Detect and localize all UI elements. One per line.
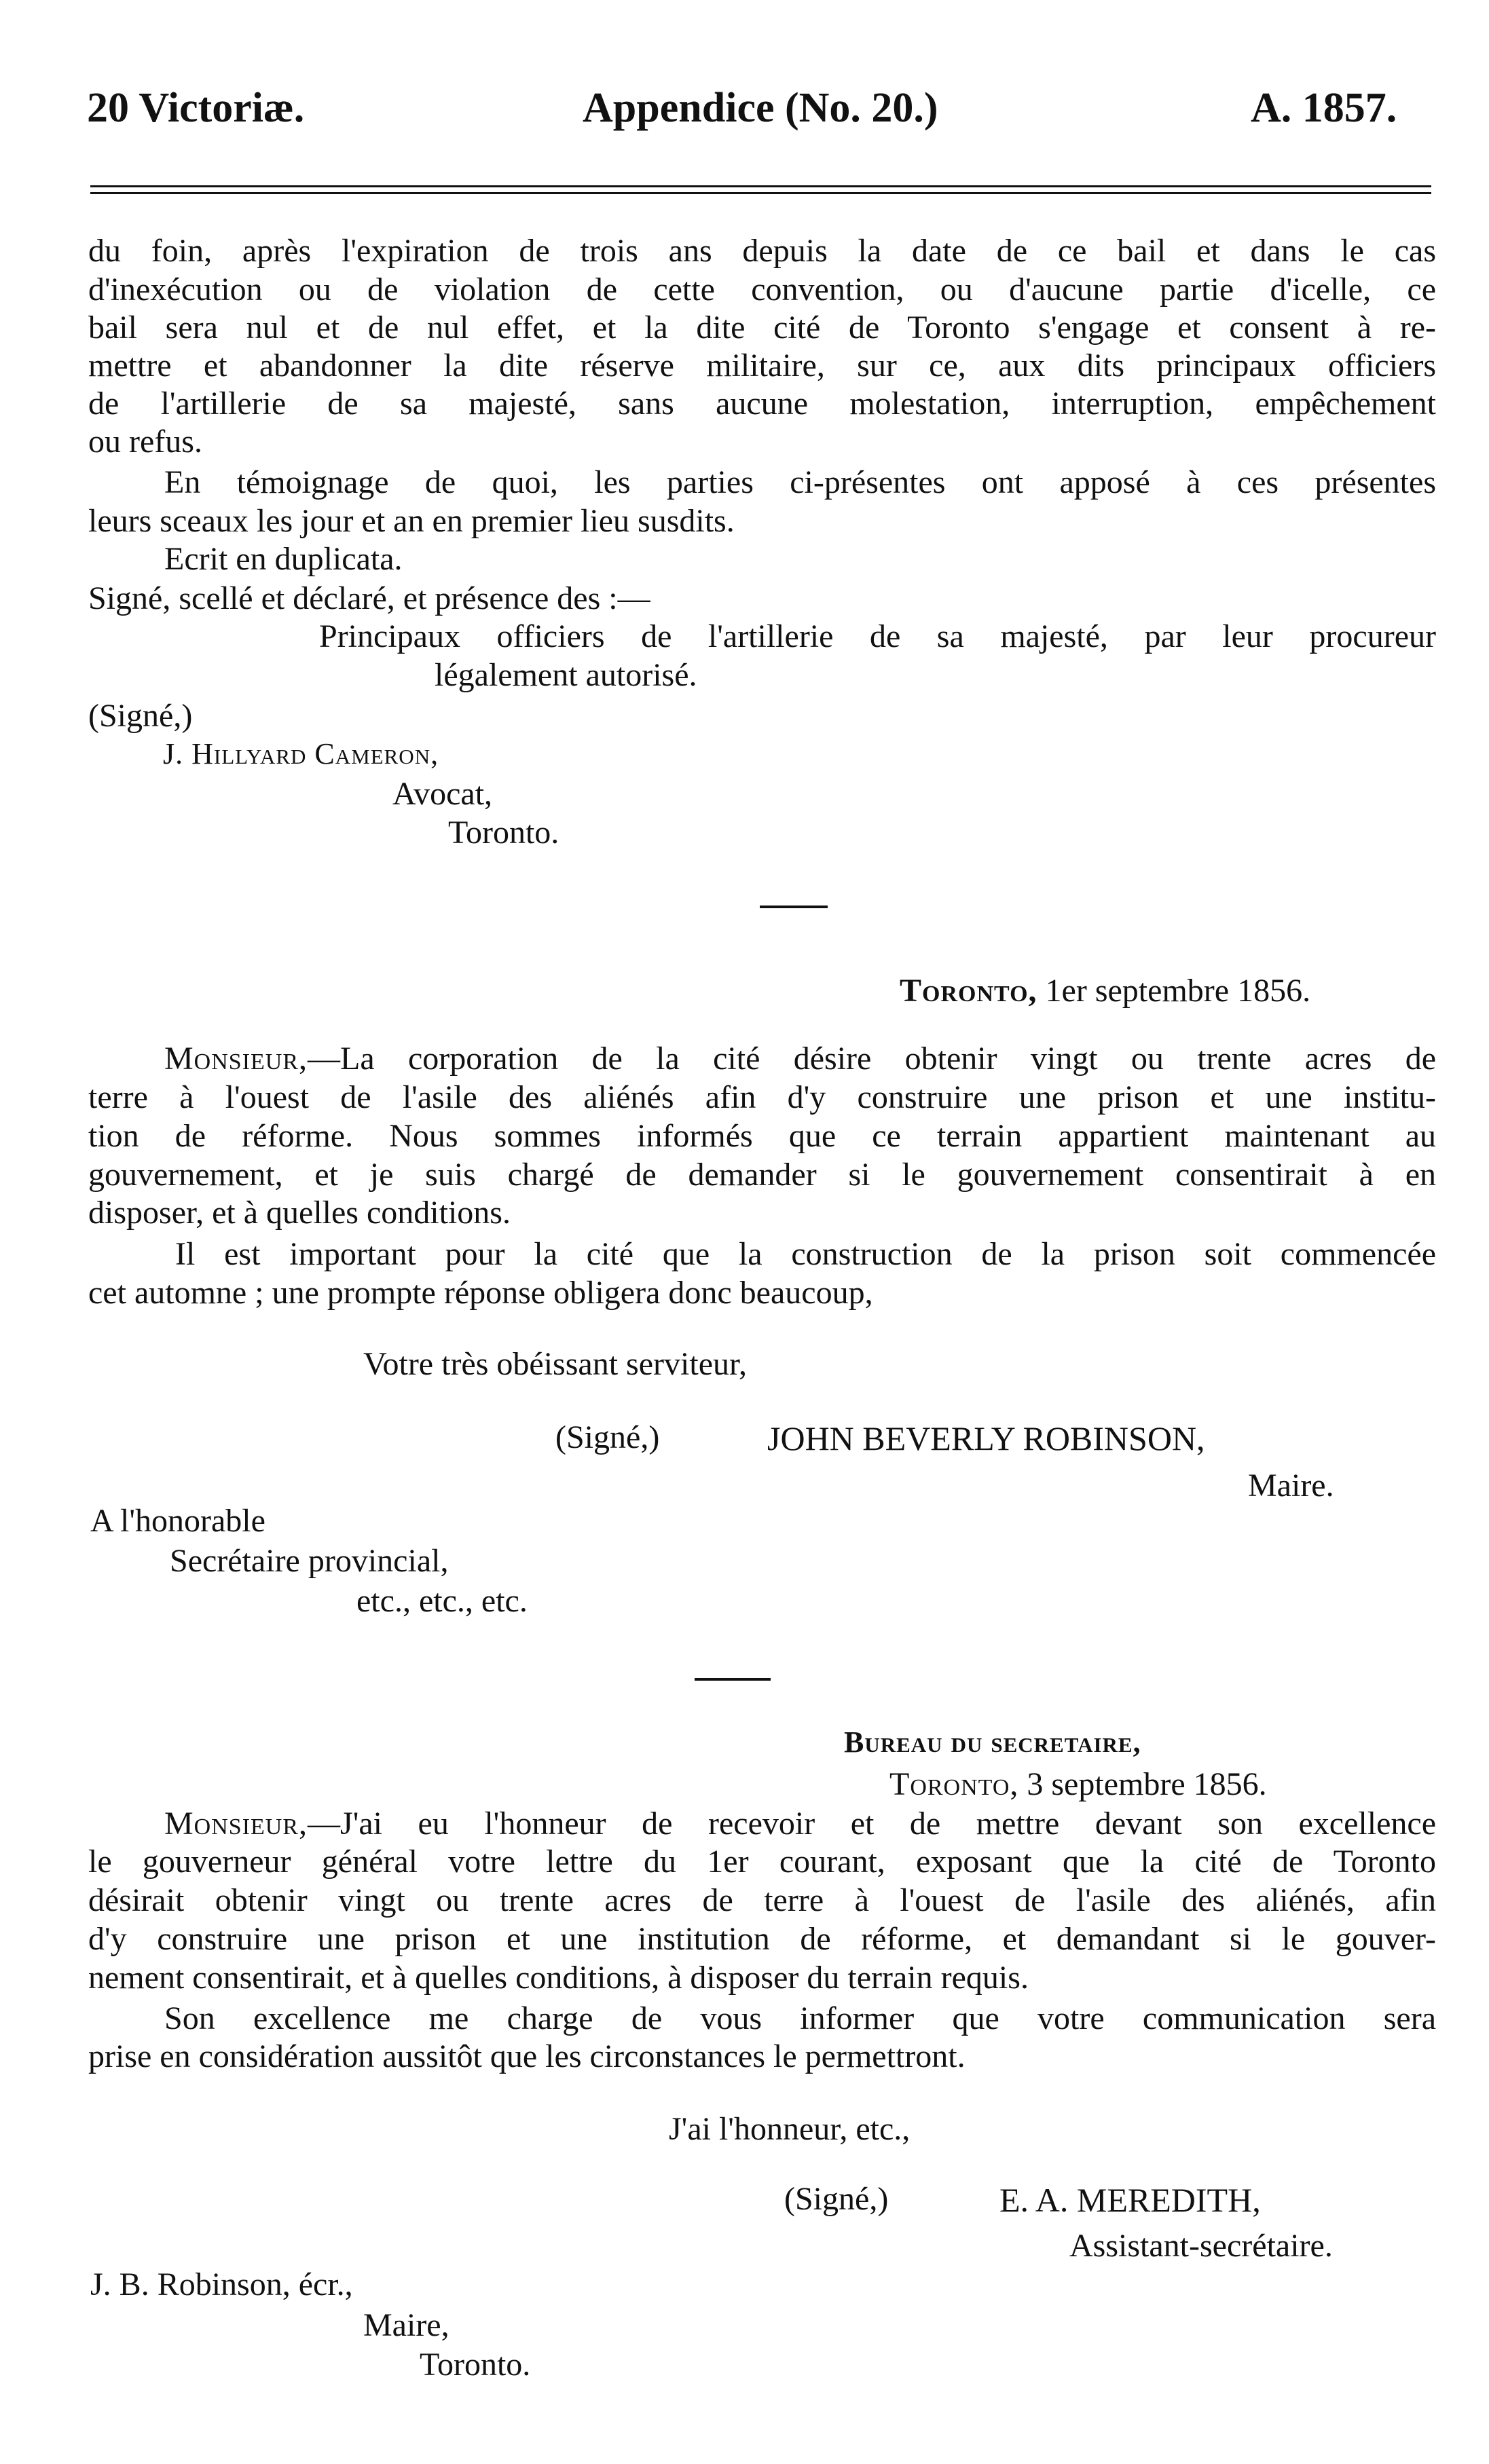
letter1-body2-line-1: Il est important pour la cité que la construction de la prison soit commencée [175,1236,1436,1272]
letter2-signer: E. A. MEREDITH, [999,2181,1261,2219]
header-rule-top [90,185,1431,187]
letter1-closing: Votre très obéissant serviteur, [363,1346,748,1382]
letter1-body1-line-5: disposer, et à quelles conditions. [88,1195,511,1231]
letter1-body1-line-1 [164,1043,1436,1075]
lease-signed-label: (Signé,) [88,698,193,734]
letter2-signed-label: (Signé,) [784,2181,889,2217]
letter1-salutation: Monsieur, [164,1041,308,1077]
officers-line-2: légalement autorisé. [435,657,697,693]
lease-line-3: bail sera nul et de nul effet, et la dite cité de Toronto s'engage et consent à re- [88,310,1436,346]
letter2-body1-line-1 [164,1808,1436,1840]
letter1-body1-line-2: terre à l'ouest de l'asile des aliénés afin d'y construire une prison et une institu- [88,1079,1436,1115]
lease-line-5: de l'artillerie de sa majesté, sans aucune molestation, interruption, empêchement [88,386,1436,422]
letter2-body1-line-5: nement consentirait, et à quelles conditions, à disposer du terrain requis. [88,1960,1029,1996]
header-appendix: Appendice (No. 20.) [583,85,938,131]
letter2-date: 3 septembre 1856. [1027,1766,1267,1802]
officers-line-1: Principaux officiers de l'artillerie de sa majesté, par leur procureur [319,618,1436,654]
letter2-place: Toronto, [889,1766,1019,1802]
letter1-body1-line-4: gouvernement, et je suis chargé de demander si le gouvernement consentirait à en [88,1157,1436,1193]
letter2-body2-line-1: Son excellence me charge de vous informer que votre communication sera [164,2000,1436,2036]
letter2-addressee-title: Maire, [363,2307,449,2343]
letter1-dateline [900,975,1310,1007]
header-session: 20 Victoriæ. [87,85,305,131]
letter1-body1-line-3: tion de réforme. Nous sommes informés que ce terrain appartient maintenant au [88,1118,1436,1154]
signed-sealed-line: Signé, scellé et déclaré, et présence des :— [88,580,650,616]
lease-signer-title: Avocat, [392,776,493,812]
section-separator-2 [695,1678,771,1681]
letter2-office: Bureau du secretaire, [844,1725,1141,1759]
letter1-signed-label: (Signé,) [555,1419,660,1455]
header-rule-bottom [90,192,1431,194]
letter1-body1-first: —La corporation de la cité désire obtenir vingt ou trente acres de [308,1041,1436,1077]
letter2-body1-line-2: le gouverneur général votre lettre du 1er courant, exposant que la cité de Toronto [88,1844,1436,1880]
letter1-place: Toronto, [900,973,1037,1009]
letter1-addressee-title: Secrétaire provincial, [170,1543,449,1579]
letter2-salutation: Monsieur, [164,1806,308,1842]
lease-signer-city: Toronto. [448,815,559,851]
letter2-body1-line-3: désirait obtenir vingt ou trente acres de terre à l'ouest de l'asile des aliénés, afin [88,1882,1436,1918]
letter2-body1-first: —J'ai eu l'honneur de recevoir et de mettre devant son excellence [308,1806,1436,1842]
witness-line-2: leurs sceaux les jour et an en premier lieu susdits. [88,503,735,539]
letter1-signer: JOHN BEVERLY ROBINSON, [767,1419,1205,1457]
witness-line-1: En témoignage de quoi, les parties ci-présentes ont apposé à ces présentes [164,464,1436,500]
letter2-closing: J'ai l'honneur, etc., [669,2111,911,2147]
lease-line-4: mettre et abandonner la dite réserve militaire, sur ce, aux dits principaux officiers [88,348,1436,384]
letter1-body2-line-2: cet automne ; une prompte réponse obligera donc beaucoup, [88,1275,873,1311]
lease-line-6: ou refus. [88,424,202,460]
letter2-signer-title: Assistant-secrétaire. [1069,2228,1333,2264]
letter1-date: 1er septembre 1856. [1045,973,1311,1009]
letter1-addressee: A l'honorable [90,1503,265,1539]
letter2-addressee: J. B. Robinson, écr., [90,2266,353,2302]
header-year: A. 1857. [1251,85,1397,131]
letter1-addressee-etc: etc., etc., etc. [356,1583,528,1619]
lease-line-1: du foin, après l'expiration de trois ans depuis la date de ce bail et dans le cas [88,233,1436,269]
letter2-body1-line-4: d'y construire une prison et une institution de réforme, et demandant si le gouver- [88,1921,1436,1957]
letter1-signer-title: Maire. [1248,1468,1334,1504]
lease-line-2: d'inexécution ou de violation de cette convention, ou d'aucune partie d'icelle, ce [88,272,1436,307]
lease-signer-name: J. Hillyard Cameron, [163,737,439,770]
letter2-body2-line-2: prise en considération aussitôt que les circonstances le permettront. [88,2038,966,2074]
section-separator-1 [760,906,828,908]
letter2-dateline [889,1768,1267,1801]
letter2-addressee-city: Toronto. [420,2347,531,2383]
duplicate-note: Ecrit en duplicata. [164,541,403,577]
